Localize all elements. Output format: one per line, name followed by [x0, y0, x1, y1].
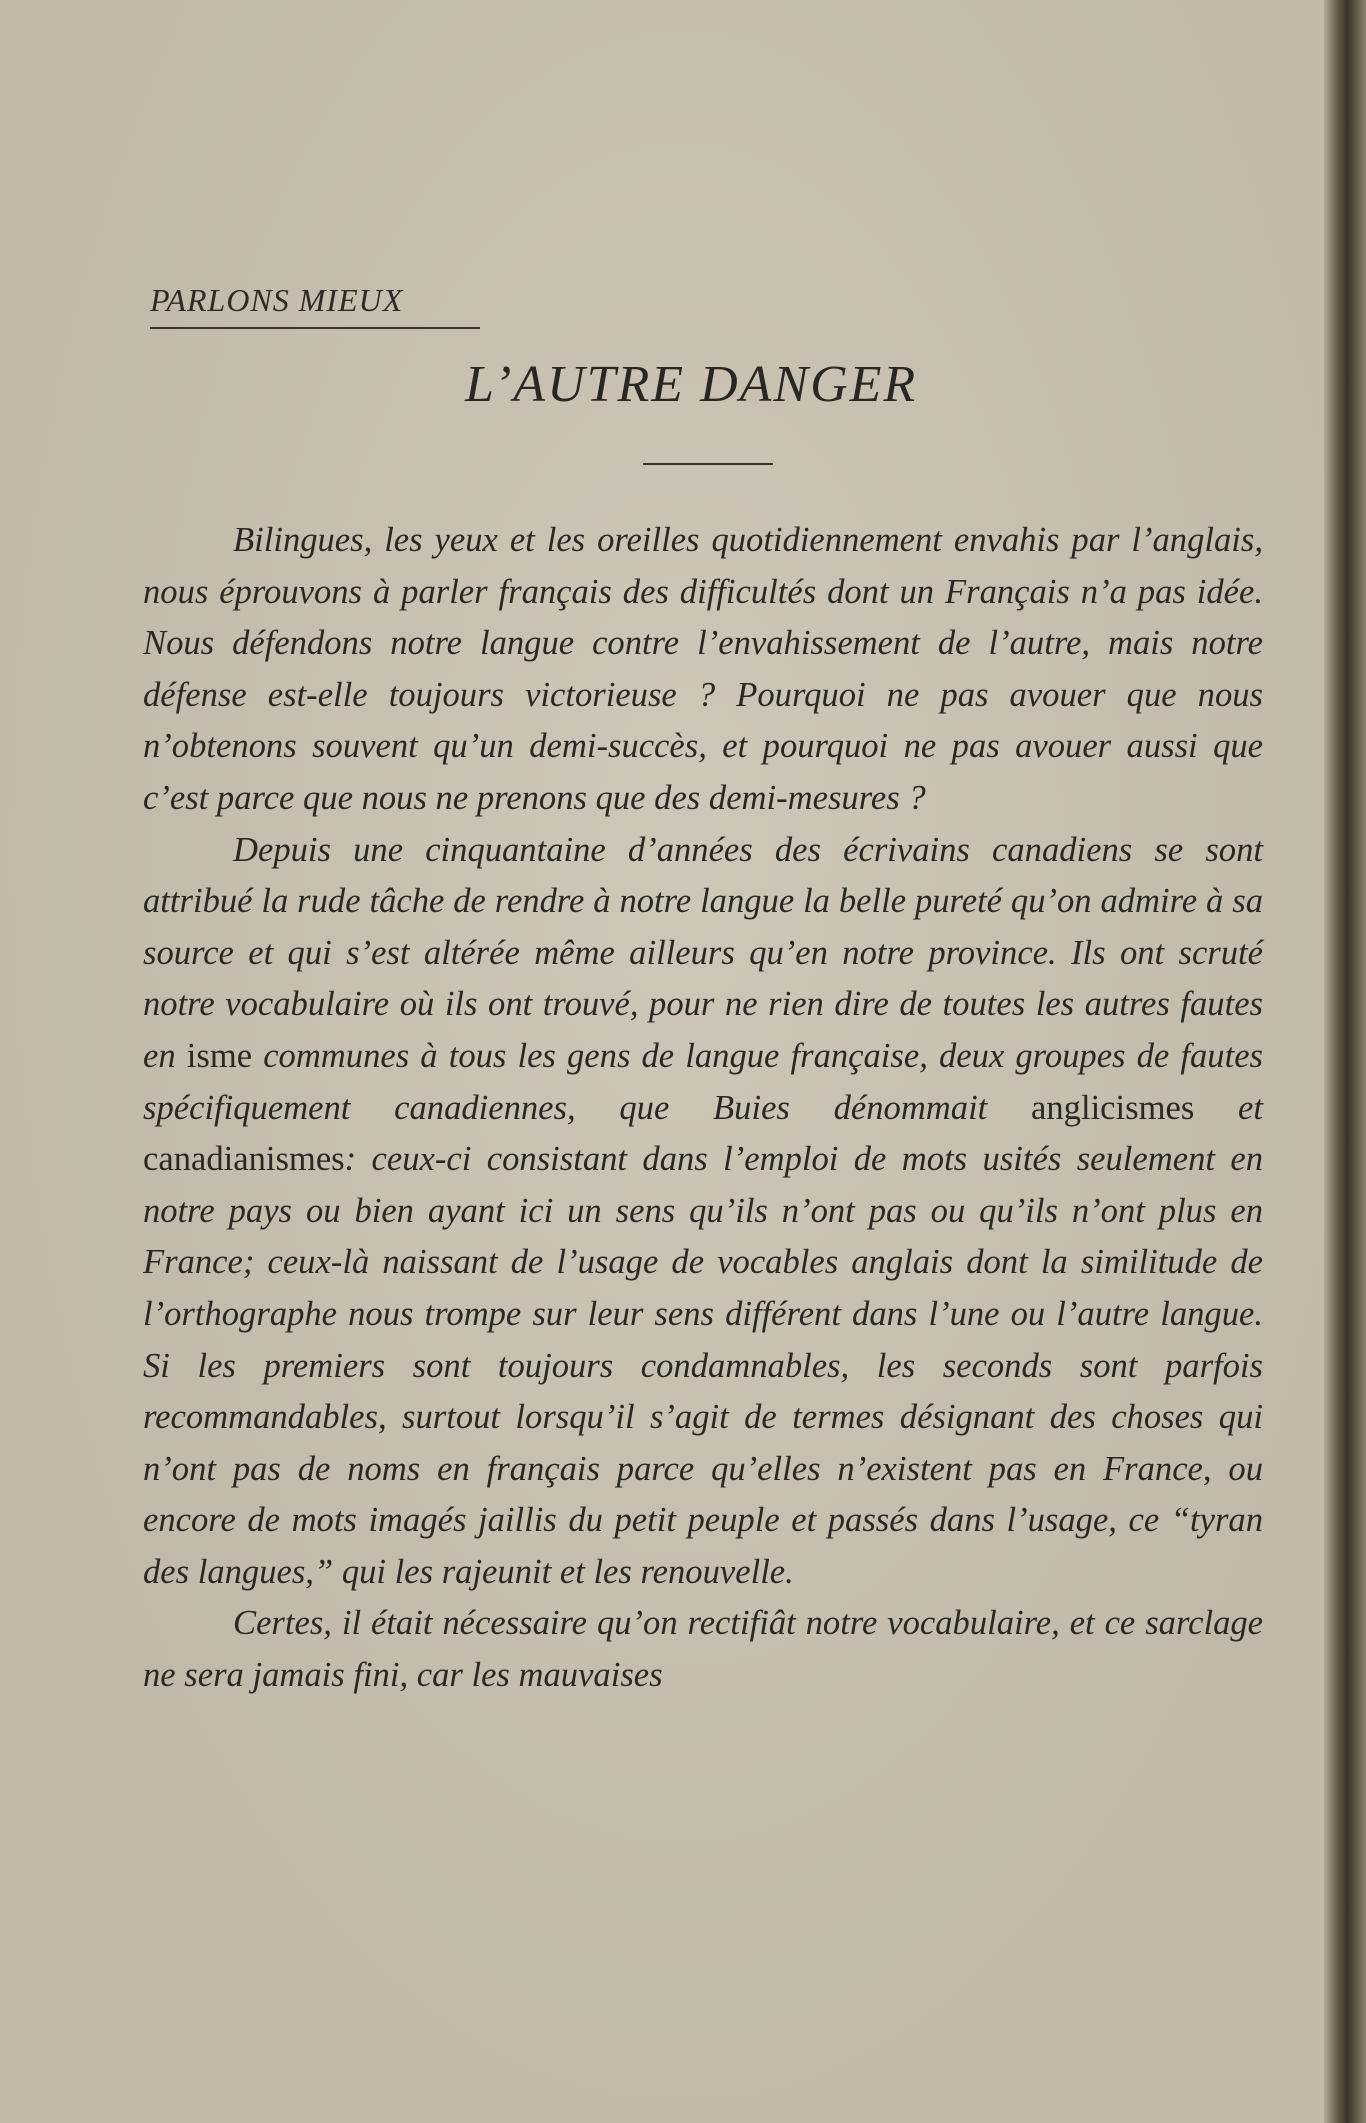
article-title: L’AUTRE DANGER — [465, 356, 918, 413]
paragraph-2-text: et — [1194, 1088, 1263, 1127]
book-binding-gutter — [1324, 0, 1366, 2123]
paragraph-2 — [143, 825, 1263, 1599]
paragraph-3: Certes, il était nécessaire qu’on rectifiât notre vocabulaire, et ce sarclage ne sera jamais fini, car les mauvaises — [143, 1604, 1263, 1695]
paragraph-2-text: communes à tous les gens de langue française, deux groupes de fautes spécifiquement canadiennes, que Buies dénommait — [143, 1036, 1263, 1127]
section-label: PARLONS MIEUX — [150, 282, 404, 318]
title-divider — [643, 463, 773, 465]
term-isme: isme — [186, 1036, 253, 1075]
term-canadianismes: canadianismes — [143, 1140, 345, 1179]
article-body — [143, 515, 1263, 1702]
paragraph-2-text: Depuis une cinquantaine d’années des écrivains canadiens se sont attribué la rude tâche de rendre à notre langue la belle pureté qu’on admire à sa source et qui s’est altérée même ailleurs qu’en notre province. Ils ont scruté notre vocabulaire où ils ont trouvé, pour ne rien dire de toutes les autres fautes en — [143, 830, 1263, 1075]
term-anglicismes: anglicismes — [1031, 1088, 1195, 1127]
section-label-underline — [150, 327, 480, 329]
paragraph-2-text: : ceux-ci consistant dans l’emploi de mots usités seulement en notre pays ou bien ayant ici un sens qu’ils n’ont pas ou qu’ils n’ont plus en France; ceux-là naissant de l’usage de vocables anglais dont la similitude de l’orthographe nous trompe sur leur sens différent dans l’une ou l’autre langue. Si les premiers sont toujours condamnables, les seconds sont parfois recommandables, surtout lorsqu’il s’agit de termes désignant des choses qui n’ont pas de noms en français parce qu’elles n’existent pas en France, ou encore de mots imagés jaillis du petit peuple et passés dans l’usage, ce “tyran des langues,” qui les rajeunit et les renouvelle. — [143, 1140, 1263, 1591]
paragraph-1: Bilingues, les yeux et les oreilles quotidiennement envahis par l’anglais, nous éprouvons à parler français des difficultés dont un Français n’a pas idée. Nous défendons notre langue contre l’envahissement de l’autre, mais notre défense est-elle toujours victorieuse ? Pourquoi ne pas avouer que nous n’obtenons souvent qu’un demi-succès, et pourquoi ne pas avouer aussi que c’est parce que nous ne prenons que des demi-mesures ? — [143, 521, 1263, 817]
